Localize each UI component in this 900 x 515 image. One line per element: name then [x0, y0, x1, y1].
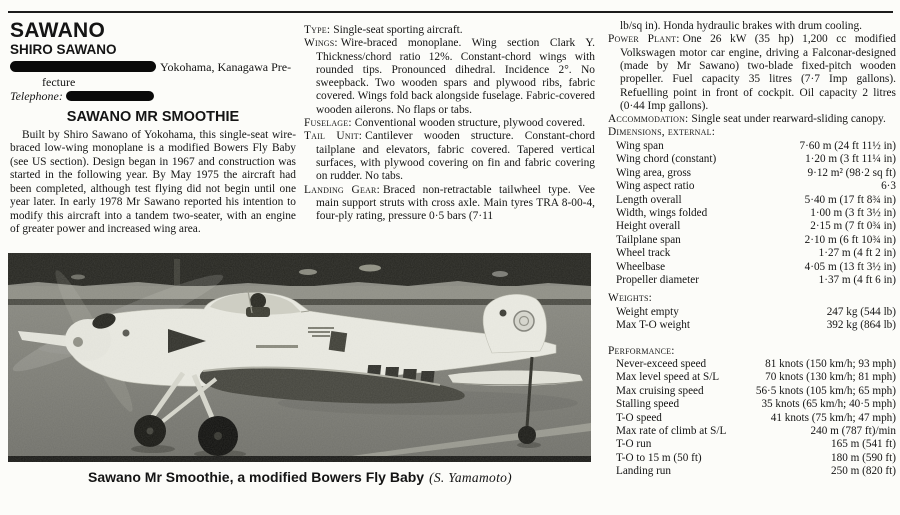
dimension-value: 2·10 m (6 ft 10¾ in): [804, 233, 896, 246]
performance-label: Landing run: [616, 465, 671, 478]
performance-value: 70 knots (130 km/h; 81 mph): [765, 371, 896, 384]
spec-text: Conventional wooden structure, plywood covered.: [354, 117, 586, 130]
dimension-row: [608, 234, 896, 247]
performance-value: 56·5 knots (105 km/h; 65 mph): [755, 384, 896, 397]
spec-landing-gear: [304, 184, 595, 224]
address-carry: fecture: [42, 75, 76, 89]
performance-label: Max cruising speed: [616, 384, 704, 397]
dimension-row: [608, 220, 896, 233]
caption-text: Sawano Mr Smoothie, a modified Bowers Fly Baby: [88, 469, 425, 485]
dimension-value: 5·40 m (17 ft 8¾ in): [804, 193, 896, 206]
performance-row: [608, 412, 896, 425]
dimension-row: [608, 194, 896, 207]
dimension-value: 6·3: [881, 180, 896, 193]
dimension-row: [608, 247, 896, 260]
weights-heading: Weights:: [608, 292, 652, 305]
company-heading: SAWANO: [10, 19, 106, 42]
dimension-label: Tailplane span: [616, 233, 681, 246]
dimension-value: 1·00 m (3 ft 3½ in): [810, 206, 896, 219]
dimension-row: [608, 153, 896, 166]
spec-tail-unit: [304, 130, 595, 183]
dimension-label: Wheel track: [616, 247, 671, 260]
performance-label: T-O speed: [616, 411, 662, 424]
weight-label: Weight empty: [616, 305, 679, 318]
address-text: Yokohama, Kanagawa Pre-: [160, 60, 292, 74]
middle-column: [304, 24, 595, 223]
dimension-row: [608, 207, 896, 220]
weight-label: Max T-O weight: [616, 319, 690, 332]
address-line: [10, 60, 296, 75]
spec-wings: [304, 37, 595, 117]
dimensions-heading: Dimensions, external:: [608, 126, 716, 139]
performance-row: [608, 398, 896, 411]
spec-label: Tail Unit:: [304, 130, 363, 143]
dimension-row: [608, 167, 896, 180]
weight-value: 247 kg (544 lb): [826, 305, 896, 318]
spec-label: Type:: [304, 24, 331, 36]
dimension-label: Propeller diameter: [616, 273, 699, 286]
performance-label: Stalling speed: [616, 398, 680, 411]
dimension-value: 1·27 m (4 ft 2 in): [818, 247, 896, 260]
performance-row: [608, 385, 896, 398]
aircraft-photo-illustration: [8, 253, 591, 462]
spec-label: Wings:: [304, 37, 338, 50]
model-heading: SAWANO MR SMOOTHIE: [66, 109, 240, 125]
spec-fuselage: [304, 117, 595, 130]
dimension-label: Wing aspect ratio: [616, 180, 695, 193]
spec-accommodation: [608, 113, 896, 126]
dimension-value: 4·05 m (13 ft 3½ in): [804, 260, 896, 273]
performance-label: T-O to 15 m (50 ft): [616, 451, 702, 464]
spec-label: Accommodation:: [608, 113, 689, 126]
redaction-bar: [66, 91, 154, 101]
performance-label: T-O run: [616, 438, 652, 451]
caption-credit: (S. Yamamoto): [429, 470, 512, 485]
spec-label: Landing Gear:: [304, 183, 380, 196]
performance-value: 250 m (820 ft): [831, 465, 896, 478]
performance-value: 165 m (541 ft): [831, 438, 896, 451]
dimension-label: Length overall: [616, 193, 682, 206]
spec-type: [304, 24, 595, 37]
proprietor-heading: SHIRO SAWANO: [10, 42, 117, 57]
telephone-label: Telephone:: [10, 89, 63, 103]
telephone-line: [10, 89, 296, 104]
dimension-row: [608, 261, 896, 274]
dimension-row: [608, 140, 896, 153]
weight-row: [608, 306, 896, 319]
performance-heading: Performance:: [608, 344, 675, 357]
performance-row: [608, 358, 896, 371]
right-column: [608, 20, 896, 479]
spec-text: Braced non-retractable tailwheel type. Vee main support struts with cross axle. Main tyres TRA 8-00-4, four-ply rating, pressure 0·5 bars (7·11: [316, 183, 595, 223]
performance-row: [608, 425, 896, 438]
aircraft-photo: [8, 253, 591, 462]
spec-text: Single-seat sporting aircraft.: [333, 24, 463, 36]
spec-label: Fuselage:: [304, 117, 352, 130]
performance-row: [608, 371, 896, 384]
top-rule: [8, 11, 893, 13]
performance-value: 81 knots (150 km/h; 93 mph): [765, 357, 896, 370]
dimension-label: Wheelbase: [616, 260, 666, 273]
spec-text: One 26 kW (35 hp) 1,200 cc modified Volkswagen motor car engine, driving a Falconar-designed (made by Mr Sawano) two-blade fixed-pitch wooden propeller. Fuel capacity 35 litres (7·7 Imp gallons). Refuelling point in front of cockpit. Oil capacity 2 litres (0·44 Imp gallons).: [620, 33, 896, 112]
dimension-label: Wing area, gross: [616, 166, 692, 179]
left-column: [10, 20, 296, 237]
weight-value: 392 kg (864 lb): [826, 319, 896, 332]
dimension-value: 7·60 m (24 ft 11½ in): [799, 139, 896, 152]
performance-label: Never-exceed speed: [616, 357, 707, 370]
performance-label: Max level speed at S/L: [616, 371, 720, 384]
landing-gear-continuation: lb/sq in). Honda hydraulic brakes with drum cooling.: [620, 20, 863, 32]
weight-row: [608, 319, 896, 332]
dimension-value: 1·20 m (3 ft 11¼ in): [805, 153, 896, 166]
dimension-label: Wing chord (constant): [616, 153, 717, 166]
spec-text: Single seat under rearward-sliding canopy.: [691, 113, 886, 126]
performance-value: 240 m (787 ft)/min: [810, 425, 896, 438]
spec-text: Cantilever wooden structure. Constant-chord tailplane and elevators, fabric covered. Tapered vertical surfaces, with plywood covering on fin and fabric covering on rudder. No tabs.: [316, 130, 595, 183]
spec-label: Power Plant:: [608, 33, 680, 46]
dimension-row: [608, 274, 896, 287]
dimension-value: 1·37 m (4 ft 6 in): [818, 273, 896, 286]
intro-paragraph: Built by Shiro Sawano of Yokohama, this single-seat wire-braced low-wing monoplane is a modified Bowers Fly Baby (see US section). Design began in 1967 and construction was started in the following year. By May 1975 the aircraft had been completed, although test flying did not begin until one year later. In early 1978 Mr Sawano reported his intention to modify this aircraft into a tandem two-seater, with an engine of greater power and increased wing area.: [10, 129, 296, 236]
spec-text: Wire-braced monoplane. Wing section Clark Y. Thickness/chord ratio 12%. Constant-chord wings with rounded tips. Pronounced dihedral. Incidence 2°. No sweepback. Two wooden spars and plywood ribs, fabric covered. Wings fold back alongside fuselage. Fabric-covered wooden ailerons. No flaps or tabs.: [316, 37, 595, 116]
performance-row: [608, 452, 896, 465]
spec-power-plant: [608, 33, 896, 113]
dimension-label: Width, wings folded: [616, 206, 708, 219]
dimension-value: 9·12 m² (98·2 sq ft): [807, 166, 896, 179]
dimension-value: 2·15 m (7 ft 0¾ in): [810, 220, 896, 233]
photo-caption: [10, 469, 590, 486]
dimension-row: [608, 180, 896, 193]
performance-row: [608, 438, 896, 451]
performance-label: Max rate of climb at S/L: [616, 425, 727, 438]
dimension-label: Wing span: [616, 139, 664, 152]
performance-value: 180 m (590 ft): [831, 451, 896, 464]
performance-row: [608, 465, 896, 478]
performance-value: 35 knots (65 km/h; 40·5 mph): [761, 398, 896, 411]
performance-value: 41 knots (75 km/h; 47 mph): [770, 411, 896, 424]
dimension-label: Height overall: [616, 220, 681, 233]
redaction-bar: [10, 61, 156, 72]
